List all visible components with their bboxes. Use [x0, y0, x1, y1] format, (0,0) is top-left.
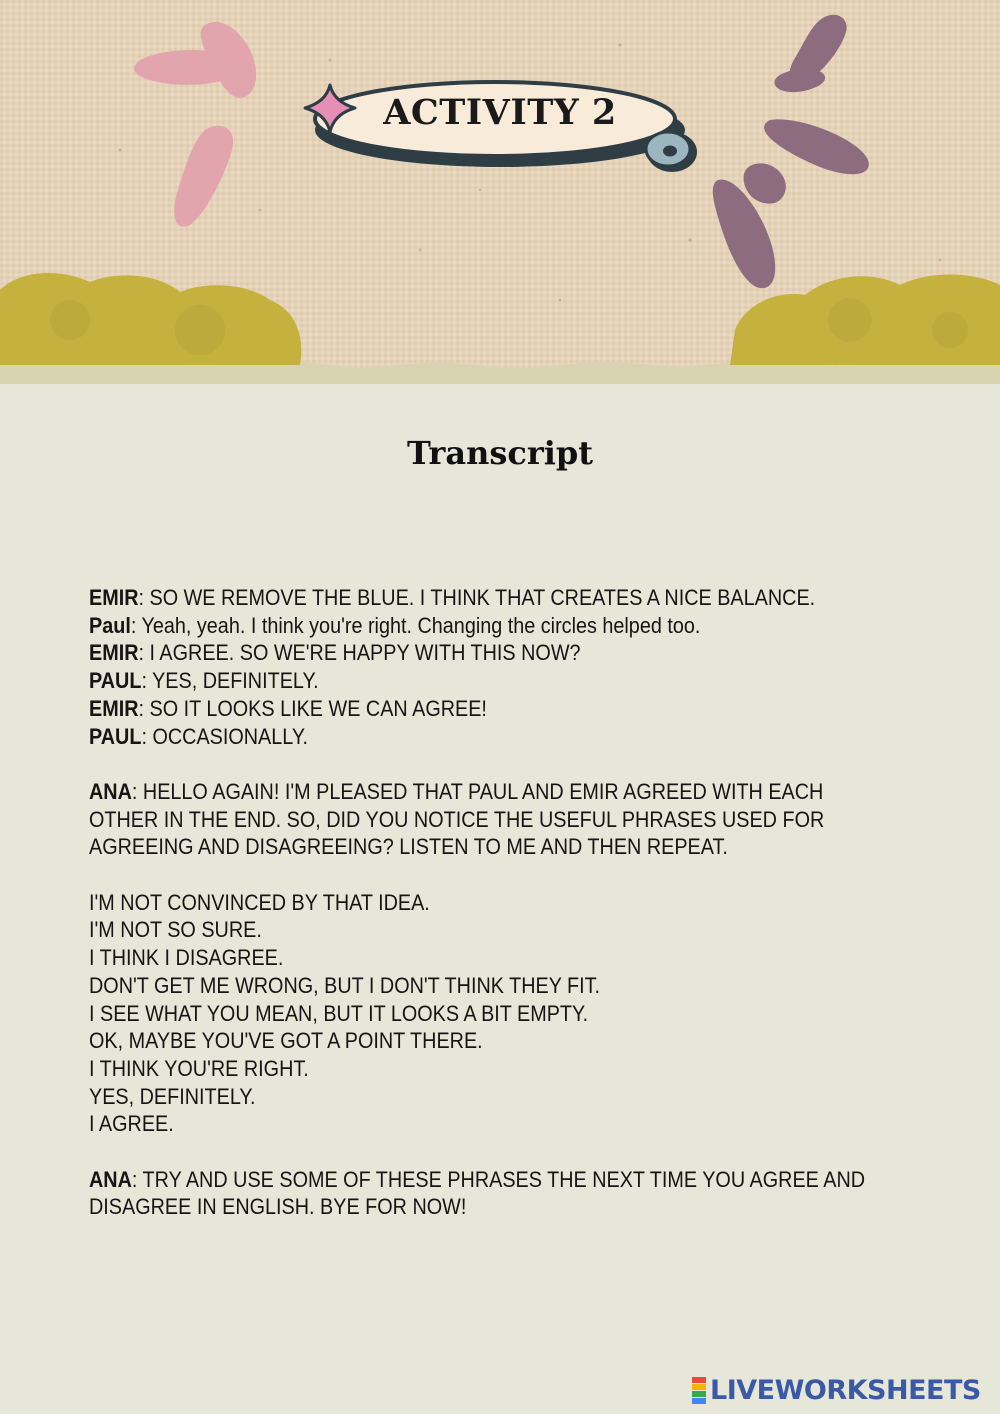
ana-outro-line	[89, 1166, 866, 1194]
activity-title: ACTIVITY 2	[383, 92, 617, 133]
dialogue-line	[89, 639, 863, 667]
dialogue-text: : SO WE REMOVE THE BLUE. I THINK THAT CREATES A NICE BALANCE.	[138, 585, 816, 610]
dialogue-line	[89, 695, 863, 723]
phrase-line: I SEE WHAT YOU MEAN, BUT IT LOOKS A BIT EMPTY.	[89, 1000, 589, 1026]
phrase-line: I'M NOT SO SURE.	[89, 917, 262, 943]
title-badge	[315, 82, 685, 167]
dialogue-text: : TRY AND USE SOME OF THESE PHRASES THE NEXT TIME YOU AGREE AND	[131, 1166, 866, 1192]
speaker-name: PAUL	[89, 668, 142, 694]
dialogue-line	[89, 723, 863, 751]
header-banner	[0, 0, 1000, 384]
speaker-name: PAUL	[89, 723, 142, 749]
phrase-line: OK, MAYBE YOU'VE GOT A POINT THERE.	[89, 1028, 483, 1054]
ana-intro-line	[89, 778, 863, 806]
speaker-name: EMIR	[89, 585, 139, 610]
phrase-line: I THINK YOU'RE RIGHT.	[89, 1055, 309, 1081]
phrase-line: DON'T GET ME WRONG, BUT I DON'T THINK THEY FIT.	[89, 972, 601, 998]
speaker-name: EMIR	[89, 640, 139, 666]
dialogue-text: : Yeah, yeah. I think you're right. Changing the circles helped too.	[130, 612, 701, 638]
header-illustration	[0, 0, 1000, 384]
phrase-line: I THINK I DISAGREE.	[89, 945, 284, 971]
ana-intro-line: AGREEING AND DISAGREEING? LISTEN TO ME AND THEN REPEAT.	[89, 834, 728, 860]
dialogue-text: : OCCASIONALLY.	[141, 723, 308, 749]
paragraph-gap	[89, 750, 863, 778]
speaker-name: ANA	[89, 778, 132, 804]
dialogue-line	[89, 612, 863, 640]
dialogue-line	[89, 584, 863, 612]
dialogue-text: : YES, DEFINITELY.	[141, 668, 319, 694]
transcript-heading: Transcript	[406, 434, 593, 472]
dialogue-text: : I AGREE. SO WE'RE HAPPY WITH THIS NOW?	[138, 640, 581, 666]
dialogue-text: : SO IT LOOKS LIKE WE CAN AGREE!	[138, 695, 487, 721]
transcript-body	[89, 584, 866, 1221]
phrase-line: I AGREE.	[89, 1111, 174, 1137]
liveworksheets-logo-icon	[692, 1377, 706, 1404]
speaker-name: EMIR	[89, 695, 139, 721]
brand-name: LIVEWORKSHEETS	[710, 1374, 981, 1406]
ana-outro-line: DISAGREE IN ENGLISH. BYE FOR NOW!	[89, 1194, 467, 1220]
dialogue-text: : HELLO AGAIN! I'M PLEASED THAT PAUL AND EMIR AGREED WITH EACH	[131, 778, 824, 804]
phrase-line: I'M NOT CONVINCED BY THAT IDEA.	[89, 889, 430, 915]
dialogue-line	[89, 667, 863, 695]
speaker-name: Paul	[89, 612, 131, 638]
paragraph-gap	[89, 861, 863, 889]
paragraph-gap	[89, 1138, 863, 1166]
ana-intro-line: OTHER IN THE END. SO, DID YOU NOTICE THE USEFUL PHRASES USED FOR	[89, 806, 825, 832]
phrase-line: YES, DEFINITELY.	[89, 1083, 256, 1109]
speaker-name: ANA	[89, 1166, 132, 1192]
liveworksheets-brand[interactable]	[692, 1375, 981, 1405]
